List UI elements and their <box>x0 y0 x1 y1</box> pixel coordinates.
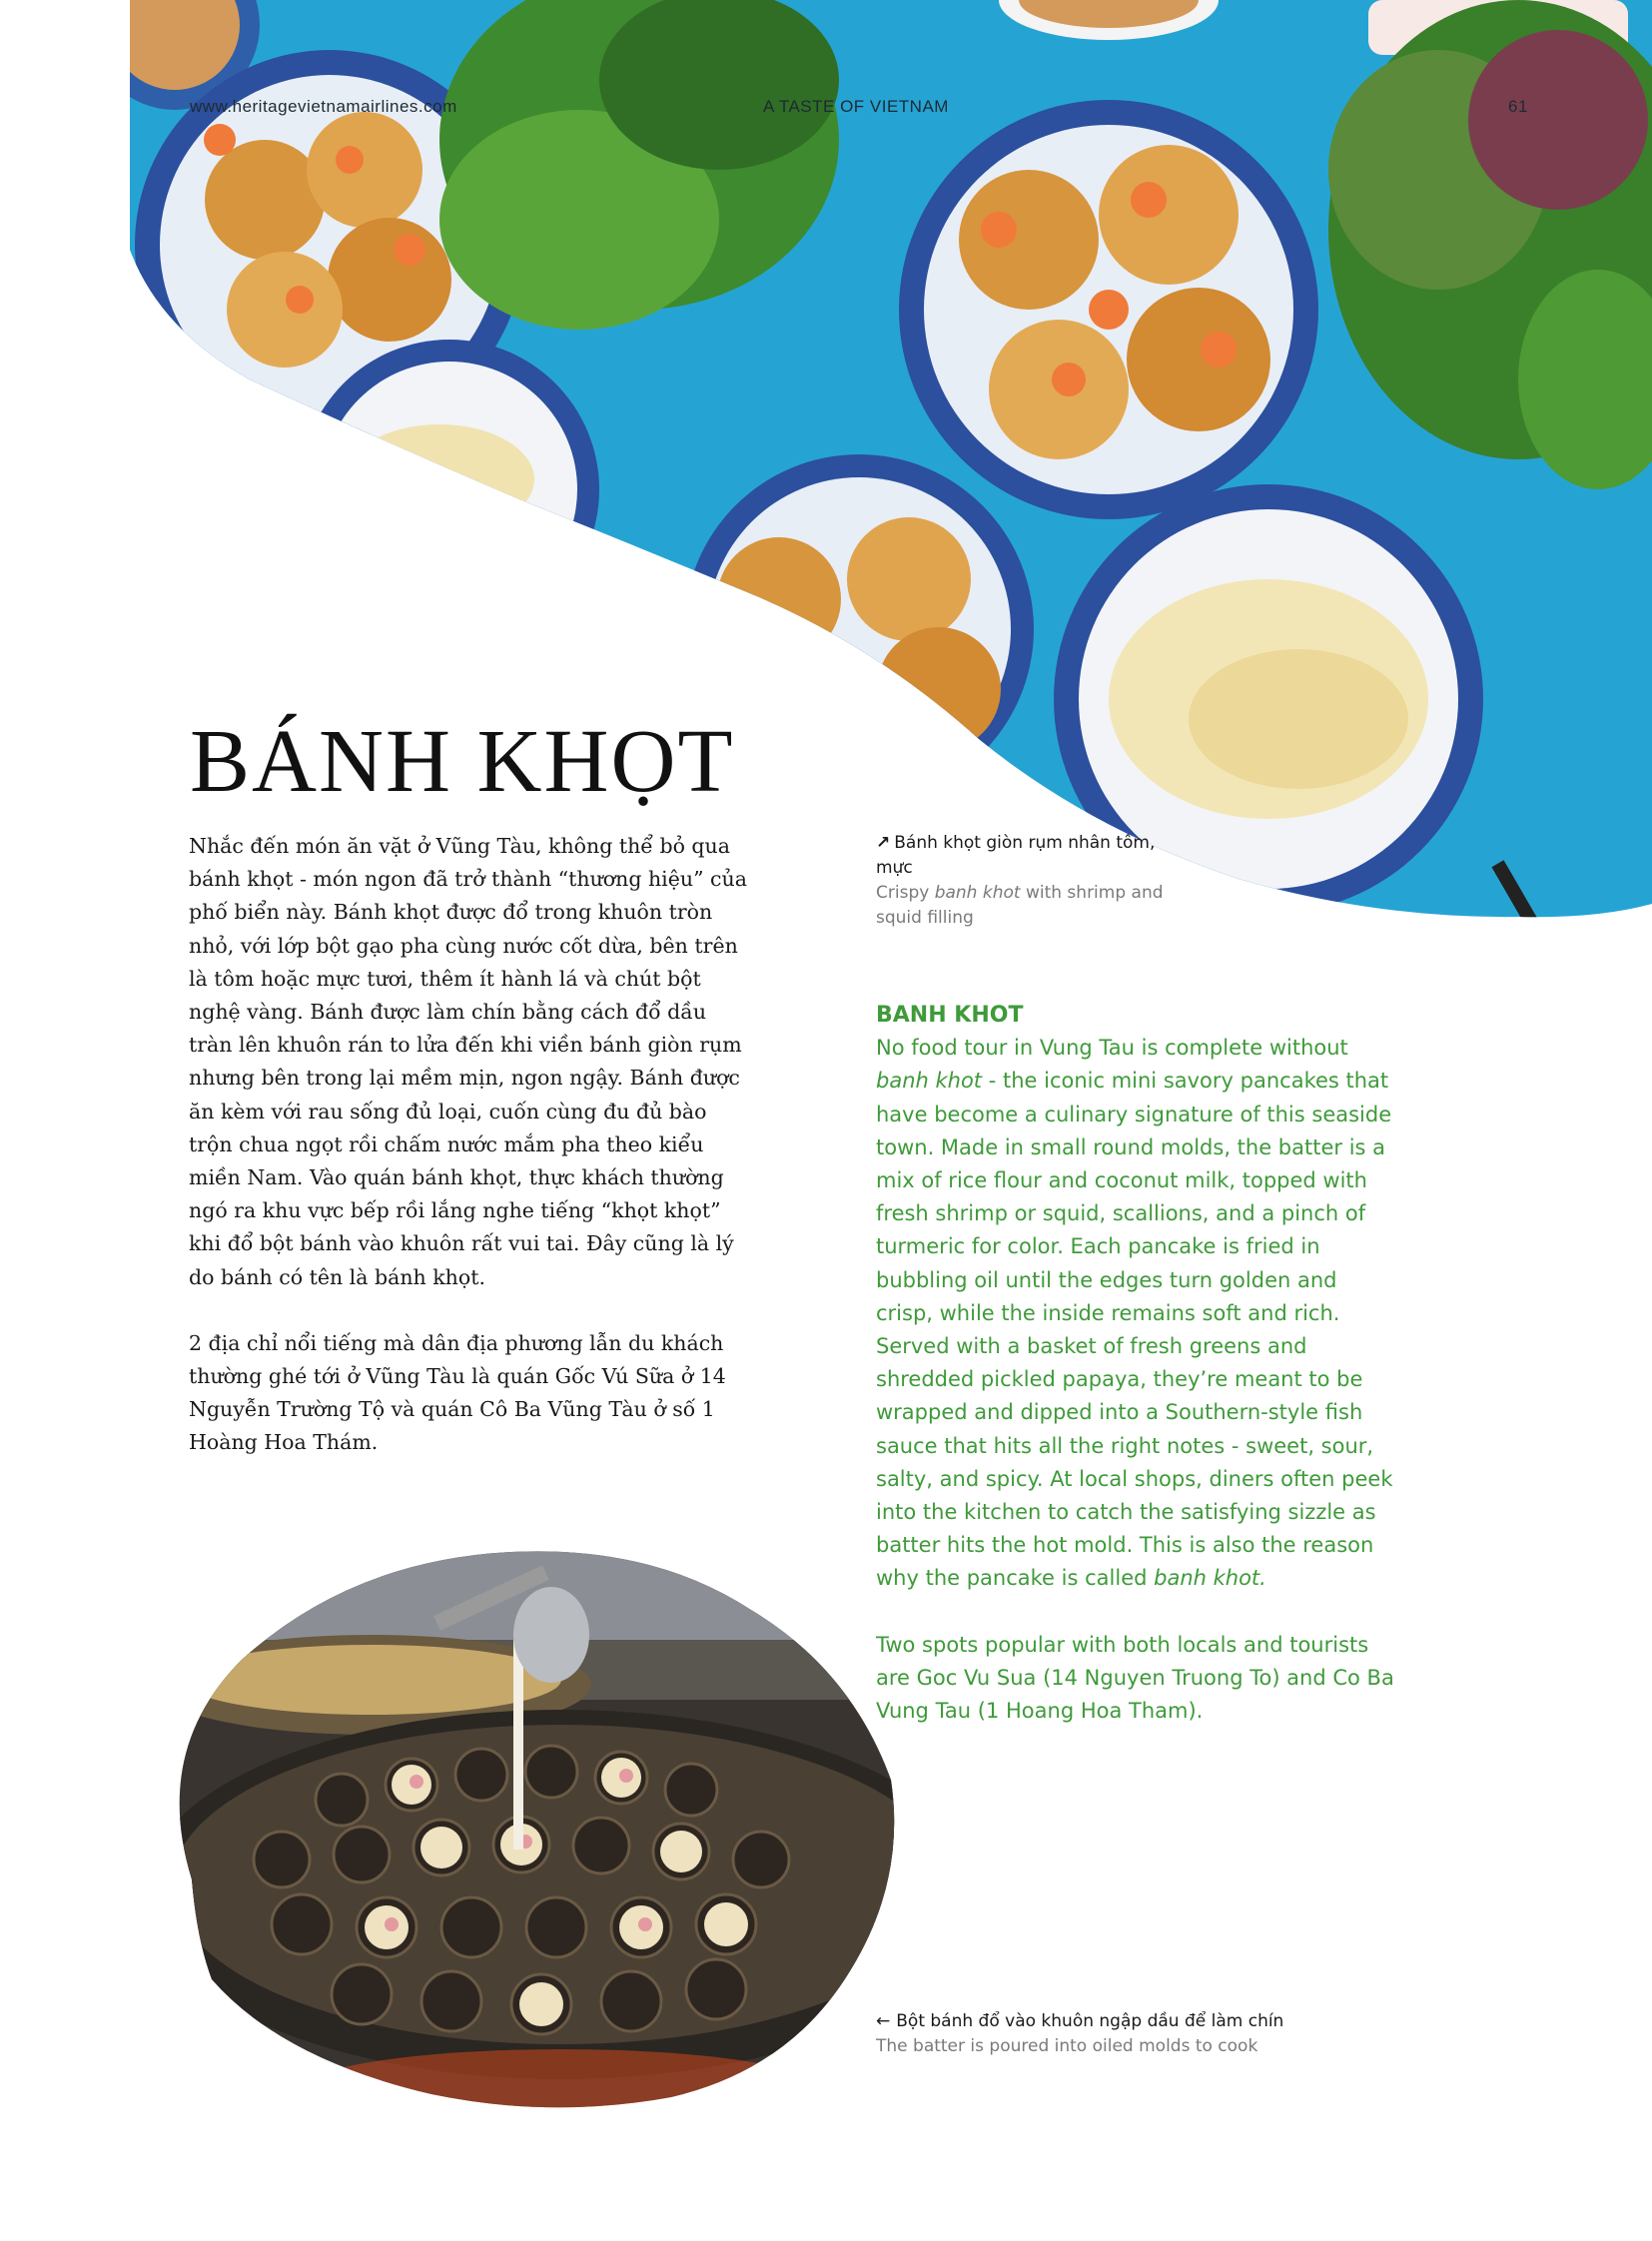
caption-bottom-vietnamese-text: Bột bánh đổ vào khuôn ngập dầu để làm chín <box>896 2011 1284 2031</box>
caption-top-vietnamese-text: Bánh khọt giòn rụm nhân tôm, mực <box>876 833 1156 878</box>
header-section-title: A TASTE OF VIETNAM <box>763 97 949 116</box>
english-heading: BANH KHOT <box>876 1003 1024 1028</box>
vietnamese-paragraph-2: 2 địa chỉ nổi tiếng mà dân địa phương lẫn du khách thường ghé tới ở Vũng Tàu là quán Gốc Vú Sữa ở 14 Nguyễn Trường Tộ và quán Cô Ba Vũng Tàu ở số 1 Hoàng Hoa Thám. <box>189 1330 726 1455</box>
photo-caption-top <box>876 831 1176 931</box>
article-title: BÁNH KHỌT <box>190 712 735 811</box>
vietnamese-paragraph-1: Nhắc đến món ăn vặt ở Vũng Tàu, không thể bỏ qua bánh khọt - món ngon đã trở thành “thương hiệu” của phố biển này. Bánh khọt được đổ trong khuôn tròn nhỏ, với lớp bột gạo pha cùng nước cốt dừa, bên trên là tôm hoặc mực tươi, thêm ít hành lá và chút bột nghệ vàng. Bánh được làm chín bằng cách đổ dầu tràn lên khuôn rán to lửa đến khi viền bánh giòn rụm nhưng bên trong lại mềm mịn, ngon ngậy. Bánh được ăn kèm với rau sống đủ loại, cuốn cùng đu đủ bào trộn chua ngọt rồi chấm nước mắm pha theo kiểu miền Nam. Vào quán bánh khọt, thực khách thường ngó ra khu vực bếp rồi lắng nghe tiếng “khọt khọt” khi đổ bột bánh vào khuôn rất vui tai. Đây cũng là lý do bánh có tên là bánh khọt. <box>189 834 747 1289</box>
photo-caption-bottom <box>876 2009 1355 2059</box>
caption-bottom-english: The batter is poured into oiled molds to cook <box>876 2036 1258 2056</box>
header-website-url: www.heritagevietnamairlines.com <box>190 97 457 116</box>
english-body <box>876 999 1395 1728</box>
caption-top-vietnamese <box>876 831 1176 881</box>
caption-top-english: Crispy banh khot with shrimp and squid filling <box>876 883 1164 928</box>
caption-bottom-vietnamese <box>876 2009 1355 2034</box>
cooking-pan-photo <box>132 1550 901 2109</box>
arrow-left-icon: ← <box>876 2011 891 2031</box>
arrow-up-right-icon: ↗ <box>876 833 891 853</box>
page-number: 61 <box>1508 97 1528 116</box>
english-paragraph-1: No food tour in Vung Tau is complete without banh khot - the iconic mini savory pancakes that have become a culinary signature of this seaside town. Made in small round molds, the batter is a mix of rice flour and coconut milk, topped with fresh shrimp or squid, scallions, and a pinch of turmeric for color. Each pancake is fried in bubbling oil until the edges turn golden and crisp, while the inside remains soft and rich. Served with a basket of fresh greens and shredded pickled papaya, they’re meant to be wrapped and dipped into a Southern-style fish sauce that hits all the right notes - sweet, sour, salty, and spicy. At local shops, diners often peek into the kitchen to catch the satisfying sizzle as batter hits the hot mold. This is also the reason why the pancake is called banh khot. <box>876 1036 1393 1591</box>
english-paragraph-2: Two spots popular with both locals and tourists are Goc Vu Sua (14 Nguyen Truong To) and Co Ba Vung Tau (1 Hoang Hoa Tham). <box>876 1632 1394 1724</box>
vietnamese-body <box>189 830 748 1460</box>
